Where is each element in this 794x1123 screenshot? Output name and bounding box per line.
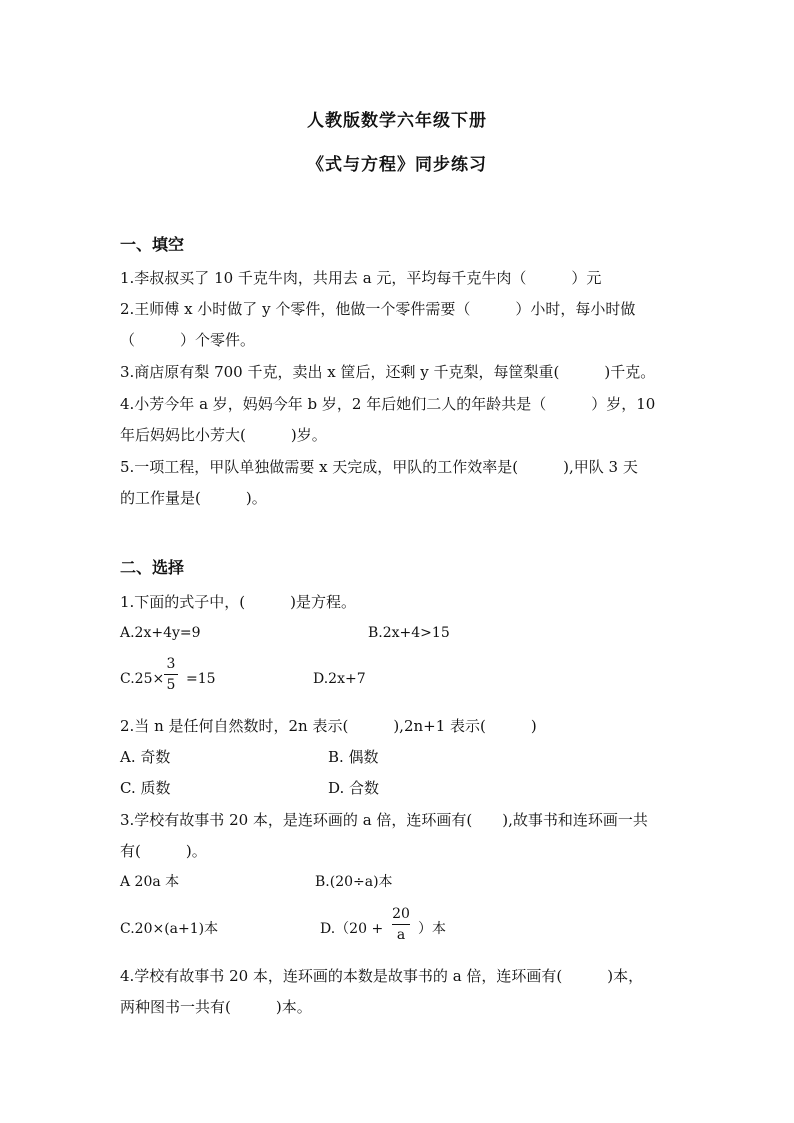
fill-question-1: 1.李叔叔买了 10 千克牛肉，共用去 a 元，平均每千克牛肉（ ）元 xyxy=(120,269,602,287)
choice-3-option-d-prefix: D.（20 + xyxy=(320,921,384,937)
fill-question-4-line2: 年后妈妈比小芳大( )岁。 xyxy=(120,426,327,444)
page-title: 人教版数学六年级下册 xyxy=(307,111,487,131)
fraction-numerator: 3 xyxy=(166,656,176,672)
choice-2-option-b: B. 偶数 xyxy=(328,748,379,766)
section-heading-choice: 二、选择 xyxy=(120,558,185,577)
choice-1-option-a: A.2x+4y=9 xyxy=(120,625,201,641)
choice-question-3-line1: 3.学校有故事书 20 本，是连环画的 a 倍，连环画有( ),故事书和连环画一共 xyxy=(120,811,648,829)
choice-1-option-c-fraction xyxy=(164,656,178,693)
fill-question-4-line1: 4.小芳今年 a 岁，妈妈今年 b 岁，2 年后她们二人的年龄共是（ ）岁，10 xyxy=(120,395,656,413)
choice-3-option-d-suffix: ）本 xyxy=(418,921,446,937)
fill-question-5-line1: 5.一项工程，甲队单独做需要 x 天完成，甲队的工作效率是( ),甲队 3 天 xyxy=(120,458,638,476)
choice-question-3-line2: 有( )。 xyxy=(120,842,207,860)
choice-question-1: 1.下面的式子中，( )是方程。 xyxy=(120,593,357,611)
fill-question-5-line2: 的工作量是( )。 xyxy=(120,489,267,507)
choice-2-option-d: D. 合数 xyxy=(328,779,380,797)
choice-2-option-c: C. 质数 xyxy=(120,779,171,797)
choice-question-4-line2: 两种图书一共有( )本。 xyxy=(120,998,312,1016)
choice-1-option-b: B.2x+4>15 xyxy=(368,625,450,641)
fraction-bar xyxy=(164,674,178,675)
choice-3-option-b: B.(20÷a)本 xyxy=(315,874,393,890)
section-heading-fill-blank: 一、填空 xyxy=(120,235,185,254)
fraction-denominator: a xyxy=(396,927,406,943)
choice-question-2: 2.当 n 是任何自然数时，2n 表示( ),2n+1 表示( ) xyxy=(120,717,537,735)
fill-question-2-line2: （ ）个零件。 xyxy=(120,331,256,349)
choice-3-option-a: A 20a 本 xyxy=(120,874,180,890)
fraction-numerator: 20 xyxy=(392,906,410,922)
choice-1-option-c-prefix: C.25× xyxy=(120,671,165,687)
choice-1-option-d: D.2x+7 xyxy=(313,671,366,687)
fill-question-2-line1: 2.王师傅 x 小时做了 y 个零件，他做一个零件需要（ ）小时，每小时做 xyxy=(120,300,636,318)
choice-question-4-line1: 4.学校有故事书 20 本，连环画的本数是故事书的 a 倍，连环画有( )本， xyxy=(120,967,644,985)
fraction-bar xyxy=(392,924,410,925)
fraction-denominator: 5 xyxy=(166,677,176,693)
choice-3-option-d-fraction xyxy=(392,906,410,943)
choice-3-option-c: C.20×(a+1)本 xyxy=(120,921,219,937)
choice-2-option-a: A. 奇数 xyxy=(120,748,171,766)
page-subtitle: 《式与方程》同步练习 xyxy=(307,155,487,175)
fill-question-3: 3.商店原有梨 700 千克，卖出 x 筐后，还剩 y 千克梨，每筐梨重( )千克。 xyxy=(120,363,656,381)
choice-1-option-c-suffix: =15 xyxy=(186,671,216,687)
